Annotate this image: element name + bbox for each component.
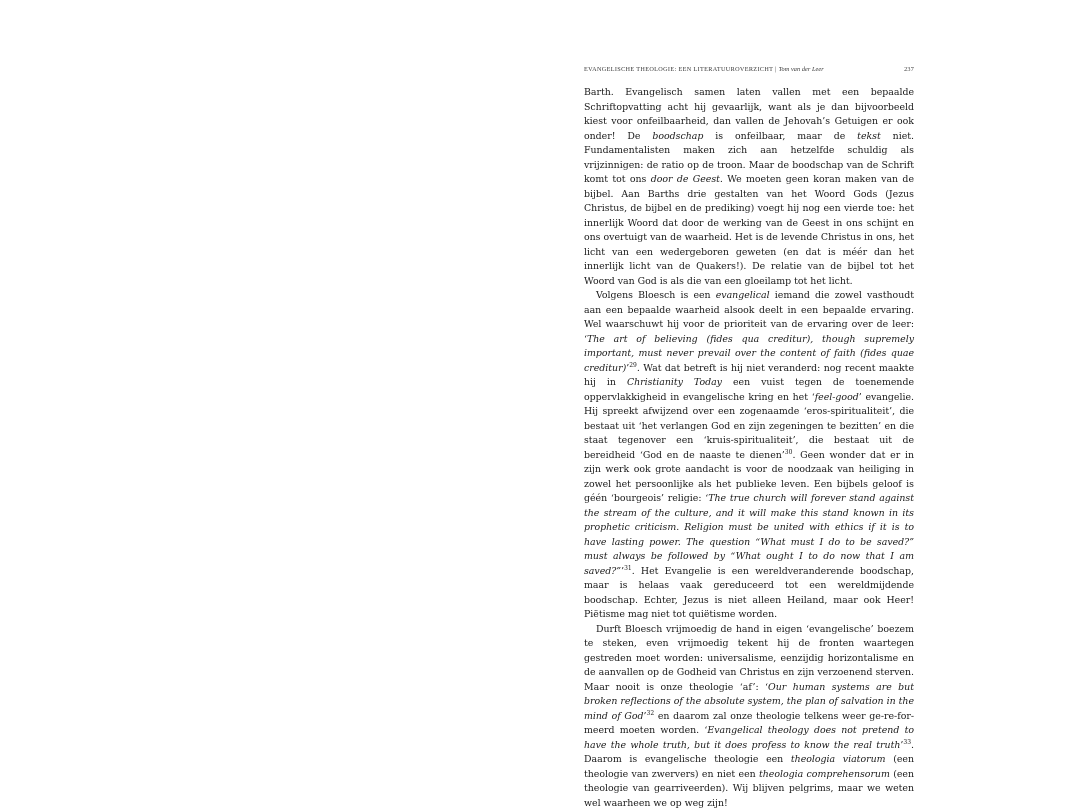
running-header-title: EVANGELISCHE THEOLOGIE: EEN LITERATUUROVERZICHT <box>584 66 773 73</box>
footnote-ref: 32 <box>647 709 655 716</box>
book-page <box>584 66 914 811</box>
text-run: ’ <box>900 740 903 751</box>
text-run: ’ evangelie. Hij spreekt afwijzend over een zogenaamde ‘eros-spiritualiteit’, die bestaat uit ‘het verlangen God en zijn zegeningen te bezitten’ en die staat tegenover een ‘kruis-spiritualiteit’, die bestaat uit de bereidheid ‘God en de naaste te dienen’ <box>584 392 914 461</box>
text-run: (een theologie van zwervers) en niet een <box>584 754 914 780</box>
italic-run: Our human systems are but broken reflections of the absolute system, the plan of salvation in the mind of God <box>584 682 914 722</box>
italic-run: theologia viatorum <box>791 754 886 765</box>
text-run: niet. Fundamentalisten maken zich aan hetzelfde schuldig als vrijzinnigen: de ratio op de troon. Maar de boodschap van de Schrift komt tot ons <box>584 131 914 186</box>
text-run: (een theologie van gearriveerden). Wij blijven pelgrims, maar we weten wel waarheen we op weg zijn! <box>584 769 914 809</box>
running-header <box>584 66 914 73</box>
text-run: . Het Evangelie is een wereldveranderende boodschap, maar is helaas vaak gereduceerd tot een wereldmijdende boodschap. Echter, Jezus is niet alleen Heiland, maar ook Heer! Piëtisme mag niet tot quiëtisme worden. <box>584 566 914 621</box>
italic-run: Evangelical theology does not pretend to have the whole truth, but it does profess to know the real truth <box>584 725 914 751</box>
text-run: . Daarom is evangelische theologie een <box>584 740 914 766</box>
text-run: . Geen wonder dat er in zijn werk ook grote aandacht is voor de noodzaak van heiliging in zowel het persoonlijke als het publieke leven. Een bijbels geloof is géén ‘bourgeois’ religie: ‘ <box>584 450 914 505</box>
text-run: . We moeten geen koran maken van de bijbel. Aan Barths drie gestalten van het Woord Gods (Jezus Christus, de bijbel en de prediking) voegt hij nog een vierde toe: het innerlijk Woord dat door de werking van de Geest in ons schijnt en ons overtuigt van de waarheid. Het is de levende Christus in ons, het licht van een wedergeboren geweten (en dat is méér dan het innerlijk licht van de Quakers!). De relatie van de bijbel tot het Woord van God is als die van een gloeilamp tot het licht. <box>584 174 914 287</box>
paragraph <box>584 86 914 289</box>
footnote-ref: 30 <box>785 448 793 455</box>
page-number: 237 <box>904 66 914 73</box>
running-header-title-group <box>584 66 824 73</box>
italic-run: Christianity Today <box>627 377 722 388</box>
italic-run: tekst <box>857 131 881 142</box>
paragraph <box>584 289 914 623</box>
text-run: iemand die zowel vasthoudt aan een bepaalde waarheid alsook deelt in een bepaalde ervaring. Wel waarschuwt hij voor de prioriteit van de ervaring over de leer: ‘ <box>584 290 914 345</box>
italic-run: boodschap <box>652 131 703 142</box>
text-run: ’ <box>621 566 624 577</box>
italic-run: The art of believing (fides qua creditur), though supremely important, must never prevail over the content of faith (fides quae creditur) <box>584 334 914 374</box>
italic-run: door de Geest <box>651 174 720 185</box>
italic-run: evangelical <box>716 290 770 301</box>
text-run: Barth. Evangelisch samen laten vallen met een bepaalde Schriftopvatting acht hij gevaarlijk, want als je dan bijvoorbeeld kiest voor onfeilbaarheid, dan vallen de Jehovah’s Getuigen er ook onder! De <box>584 87 914 142</box>
text-run: Durft Bloesch vrijmoedig de hand in eigen ‘evangelische’ boezem te steken, even vrijmoedig tekent hij de fronten waartegen gestreden moet worden: universalisme, eenzijdig horizontalisme en de aanvallen op de Godheid van Christus en zijn verzoenend sterven. Maar nooit is onze theologie ‘af’: ‘ <box>584 624 914 693</box>
text-run: Volgens Bloesch is een <box>596 290 716 301</box>
paragraph <box>584 623 914 811</box>
text-run: een vuist tegen de toenemende oppervlakkigheid in evangelische kring en het ‘ <box>584 377 914 403</box>
footnote-ref: 33 <box>903 738 911 745</box>
running-header-separator: | <box>773 66 778 73</box>
running-header-author: Tom van der Leer <box>779 66 824 73</box>
text-run: en daarom zal onze theologie telkens weer ge-re-for-meerd moeten worden. ‘ <box>584 711 914 737</box>
footnote-ref: 29 <box>629 361 637 368</box>
footnote-ref: 31 <box>624 564 632 571</box>
italic-run: theologia comprehensorum <box>759 769 890 780</box>
italic-run: The true church will forever stand against the stream of the culture, and it will make this stand known in its prophetic criticism. Religion must be united with ethics if it is to have lasting power. The question “What must I do to be saved?” must always be followed by “What ought I to do now that I am saved?” <box>584 493 914 577</box>
italic-run: feel-good <box>815 392 859 403</box>
text-run: ’ <box>626 363 629 374</box>
text-run: is onfeilbaar, maar de <box>703 131 857 142</box>
text-run: ’ <box>644 711 647 722</box>
text-run: . Wat dat betreft is hij niet veranderd: nog recent maakte hij in <box>584 363 914 389</box>
body-text <box>584 86 914 811</box>
